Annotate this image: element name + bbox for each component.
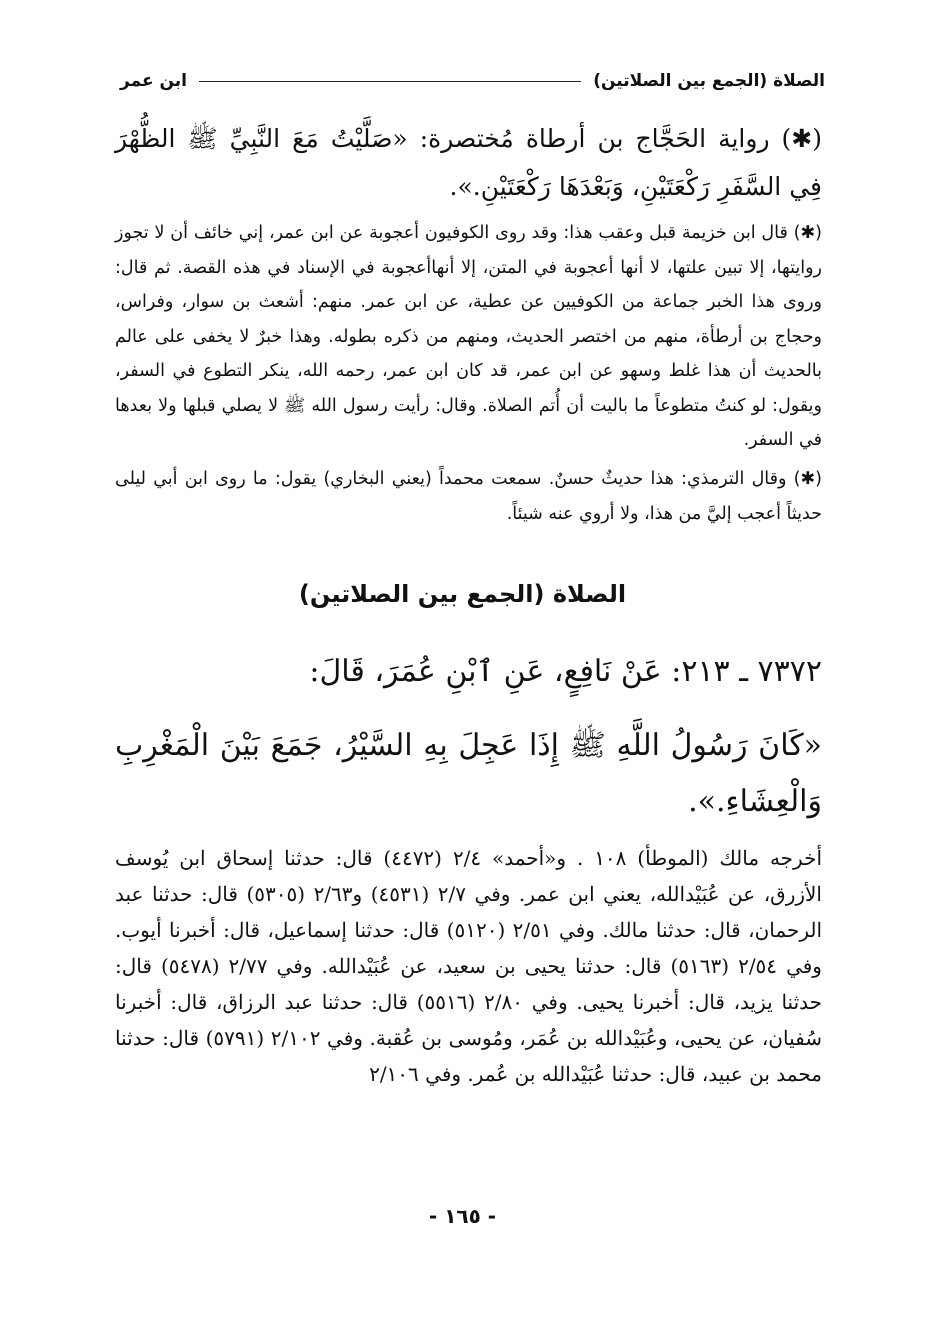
hadith-number: ٧٣٧٢ ـ ٢١٣: xyxy=(671,654,822,689)
section-title: الصلاة (الجمع بين الصلاتين) xyxy=(298,580,627,608)
header-chapter-title: الصلاة (الجمع بين الصلاتين) xyxy=(593,71,825,91)
hadith-chain: عَنْ نَافِعٍ، عَنِ ٱبْنِ عُمَرَ، قَالَ: xyxy=(309,654,662,689)
footnote-ibn-khuzayma: (✱) قال ابن خزيمة قبل وعقب هذا: وقد روى الكوفيون أعجوبة عن ابن عمر، إني خائف أن لا تجوز روايتها، إلا تبين علتها، لا أنها أعجوبة في المتن، إلا أنهاأعجوبة في الإسناد في هذه القصة. ثم قال: وروى هذا الخبر جماعة من الكوفيين عن عطية، عن ابن عمر. منهم: أشعث بن سوار، وفراس، وحجاج بن أرطأة، منهم من اختصر الحديث، ومنهم من ذكره بطوله. وهذا خبرٌ لا يخفى على عالم بالحديث أن هذا غلط وسهو عن ابن عمر، قد كان ابن عمر، رحمه الله، ينكر التطوع في السفر، ويقول: لو كنتُ متطوعاً ما باليت أن أُتم الصلاة. وقال: رأيت رسول الله ﷺ لا يصلي قبلها ولا بعدها في السفر. xyxy=(115,223,822,450)
running-header xyxy=(120,68,825,94)
page-number: - ١٦٥ - xyxy=(428,1204,497,1228)
footnote-tirmidhi: (✱) وقال الترمذي: هذا حديثٌ حسنٌ. سمعت محمداً (يعني البخاري) يقول: ما روى ابن أبي ليلى حديثاً أعجب إليَّ من هذا، ولا أروي عنه شيئاً. xyxy=(115,469,822,524)
hadith-text: «كَانَ رَسُولُ اللَّهِ ﷺ إِذَا عَجِلَ بِهِ السَّيْرُ، جَمَعَ بَيْنَ الْمَغْرِبِ وَالْعِشَاءِ.». xyxy=(115,728,822,819)
variant-report: (✱) رواية الحَجَّاج بن أرطاة مُختصرة: «صَلَّيْتُ مَعَ النَّبِيِّ ﷺ الظُّهْرَ فِي السَّفَرِ رَكْعَتَيْنِ، وَبَعْدَهَا رَكْعَتَيْنِ.». xyxy=(115,124,822,201)
hadith-heading xyxy=(115,648,822,696)
header-rule xyxy=(199,81,581,82)
header-narrator: ابن عمر xyxy=(120,71,188,91)
takhrij-paragraph: أخرجه مالك (الموطأ) ١٠٨ . و«أحمد» ٢/٤ (٤٤٧٢) قال: حدثنا إسحاق ابن يُوسف الأزرق، عن عُبَيْدالله، يعني ابن عمر. وفي ٢/٧ (٤٥٣١) و٢/٦٣ (٥٣٠٥) قال: حدثنا عبد الرحمان، قال: حدثنا مالك. وفي ٢/٥١ (٥١٢٠) قال: حدثنا إسماعيل، قال: أخبرنا أيوب. وفي ٢/٥٤ (٥١٦٣) قال: حدثنا يحيى بن سعيد، عن عُبَيْدالله. وفي ٢/٧٧ (٥٤٧٨) قال: حدثنا يزيد، قال: أخبرنا يحيى. وفي ٢/٨٠ (٥٥١٦) قال: حدثنا عبد الرزاق، قال: أخبرنا سُفيان، عن يحيى، وعُبَيْدالله بن عُمَر، ومُوسى بن عُقبة. وفي ٢/١٠٢ (٥٧٩١) قال: حدثنا محمد بن عبيد، قال: حدثنا عُبَيْدالله بن عُمر. وفي ٢/١٠٦ xyxy=(115,846,823,1086)
